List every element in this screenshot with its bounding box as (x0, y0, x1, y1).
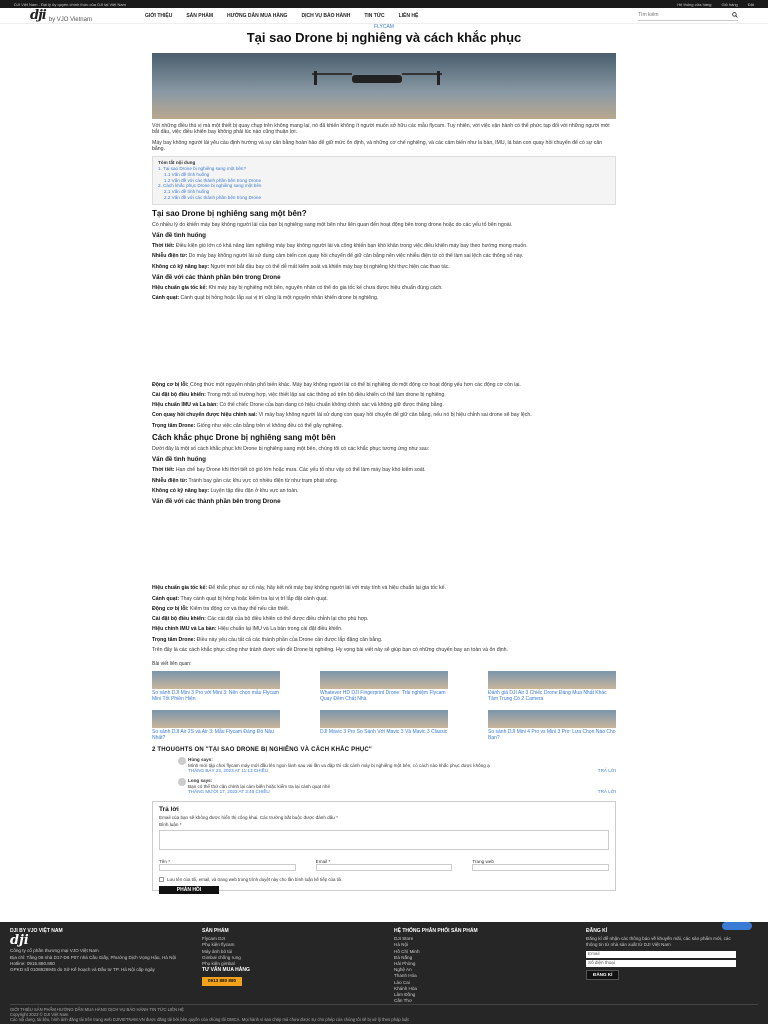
paragraph-text: Có thể chiếc Drone của bạn đang có hiệu chuẩn không chính xác và không giữ được thăng bằng. (218, 402, 444, 409)
footer-link[interactable]: Phụ kiện gimbal (202, 961, 235, 967)
submit-comment-button[interactable]: PHẢN HỒI (159, 886, 219, 894)
paragraph (152, 285, 616, 291)
footer-logo: dji (10, 933, 29, 949)
related-title[interactable]: DJI Mavic 3 Pro So Sánh Với Mavic 3 Và Mavic 3 Classic (320, 729, 448, 736)
paragraph-text: Kiểm tra động cơ và thay thế nếu cần thiết. (188, 605, 290, 612)
paragraph: Có nhiều lý do khiến máy bay không người lái của bạn bị nghiêng sang một bên như liên quan đến hoạt động bên trong drone hoặc do các yếu tố bên ngoài. (152, 221, 513, 228)
drone-image (312, 67, 442, 89)
paragraph (152, 423, 616, 429)
paragraph (152, 616, 616, 622)
paragraph-text: Để khắc phục sự cố này, hãy kết nối máy bay không người lái với máy tính và hiệu chuẩn lại gia tốc kế. (207, 585, 446, 592)
paragraph (152, 402, 616, 408)
paragraph (152, 264, 616, 270)
toc-item[interactable]: 2.2 Vấn đề với các thành phần bên trong Drone (164, 194, 261, 200)
footer-link[interactable]: Lâm Đồng (394, 992, 416, 998)
paragraph (152, 488, 616, 494)
intro-paragraph: Với những điều thú vị mà một thiết bị quay chụp trên không mang lại, nó đã khiến không ít người muốn sở hữu các mẫu flycam. Tuy nhiên, với việc vận hành có thể phức tạp đối với những người mới bắt đầu, việc điều khiển bay không phải lúc nào cũng thuận lợi. (152, 123, 610, 136)
related-title[interactable]: So sánh DJI Mini 4 Pro vs Mini 3 Pro: Lựa Chọn Nào Cho Bạn? (488, 729, 616, 742)
related-grid (152, 671, 616, 741)
footer-heading: SẢN PHẨM (202, 928, 229, 934)
footer-bottom (10, 1004, 758, 1022)
table-of-contents (152, 156, 616, 205)
comment-text: Bạn có thể thử cân chỉnh lại cảm biến hoặc kiểm tra lại cánh quạt nhé (188, 783, 330, 789)
footer-link[interactable]: Hồ Chí Minh (394, 948, 420, 954)
footer-heading: HỆ THỐNG PHÂN PHỐI SẢN PHẨM (394, 928, 478, 934)
paragraph-text: Giống như việc cân bằng trên vì không đều có thể gây nghiêng. (195, 422, 343, 429)
website-field[interactable] (472, 864, 609, 871)
menu-item-buying-guide[interactable]: HƯỚNG DẪN MUA HÀNG (227, 12, 288, 19)
footer-col-company (10, 928, 190, 1004)
hotline-button[interactable]: 0913 880 880 (202, 977, 242, 985)
footer-link[interactable]: Hà Nội (394, 942, 409, 948)
paragraph-text: Người mới bắt đầu bay có thể dễ mất kiểm soát và khiến máy bay bị nghiêng khi thực hiện các thao tác. (209, 263, 450, 270)
outro-paragraph: Trên đây là các cách khắc phục cũng như tránh được vấn đề Drone bị nghiêng. Hy vọng bài viết này sẽ giúp bạn có những chuyến bay an toàn và ổn định. (152, 647, 508, 653)
term: Hiệu chuẩn gia tốc kế: (152, 284, 208, 291)
footer-col-subscribe (586, 928, 736, 1004)
footer-link[interactable]: Gimbal chống rung (202, 954, 241, 960)
top-bar-text: DJI Việt Nam - Đại lý ủy quyền chính thức của DJI tại Việt Nam (14, 1, 126, 7)
toc-item[interactable]: 1.1 Vấn đề tình huống (164, 171, 210, 177)
paragraph (152, 626, 616, 632)
related-thumb[interactable] (152, 671, 280, 689)
term: Trọng tâm Drone: (152, 422, 196, 429)
name-field[interactable] (159, 864, 296, 871)
toc-item[interactable]: 2.1 Vấn đề tình huống (164, 189, 210, 195)
reply-link[interactable]: TRẢ LỜI (597, 768, 616, 774)
comment-text: Mình mới tập chơi flycam máy mới đầu lên ngon lành sau vài lần va đập thì cất cánh máy bị nghiêng một bên, có cách nào khắc phục được không ạ (188, 762, 490, 768)
footer-link[interactable]: Hải Phòng (394, 961, 416, 967)
search-box (638, 11, 738, 21)
article-category[interactable]: FLYCAM (374, 24, 394, 30)
store-link[interactable]: Hệ thống cửa hàng (677, 1, 712, 7)
paragraph: Dưới đây là một số cách khắc phục khi Drone bị nghiêng sang một bên, chúng tôi có các khắc phục tương ứng như sau: (152, 446, 430, 453)
term: Cánh quạt: (152, 295, 180, 302)
main-nav (0, 8, 768, 24)
article (152, 24, 616, 891)
term: Trọng tâm Drone: (152, 636, 196, 643)
related-card[interactable] (488, 671, 616, 702)
footer-link[interactable]: Thanh Hóa (394, 973, 417, 979)
footer-link[interactable]: Khánh Hòa (394, 985, 417, 991)
related-title[interactable]: So sánh DJI Mini 3 Pro với Mini 3: Nên chọn mẫu Flycam Mini Tốt Phiên Hiện (152, 690, 279, 703)
reply-heading: Trả lời (159, 805, 179, 813)
subscribe-note: Đăng kí để nhận các thông báo về khuyến mãi, các sản phẩm mới, các thông tin từ nhà sản xuất từ DJI Việt Nam (586, 936, 731, 948)
toc-item[interactable]: 2. Cách khắc phục Drone bị nghiêng sang một bên (158, 183, 262, 189)
subscribe-phone-field[interactable]: Số điện thoại (586, 960, 736, 967)
footer-link[interactable]: DJI Store (394, 936, 414, 942)
paragraph-text: Thay cánh quạt bị hỏng hoặc kiểm tra lại vị trí lắp đặt cánh quạt. (179, 595, 328, 602)
term: Động cơ bị lỗi: (152, 381, 189, 388)
related-card[interactable] (152, 710, 280, 741)
website-label: Trang web (472, 858, 494, 864)
related-title[interactable]: So sánh DJI Air 2S và Air 3: Mẫu Flycam Đáng Đồ Nâu Nhất? (152, 729, 274, 742)
related-card[interactable] (320, 710, 448, 741)
term: Cài đặt bộ điều khiển: (152, 391, 206, 398)
menu-item-products[interactable]: SẢN PHẨM (186, 12, 213, 19)
paragraph (152, 392, 616, 398)
paragraph-text: Các cài đặt của bộ điều khiển có thể được điều chỉnh lại cho phù hợp. (205, 616, 369, 623)
search-input[interactable] (638, 12, 732, 18)
heading-inner: Vấn đề với các thành phần bên trong Drone (152, 273, 281, 281)
term: Hiệu chỉnh IMU và La bàn: (152, 626, 217, 633)
name-label: Tên * (159, 858, 170, 864)
term: Cài đặt bộ điều khiển: (152, 616, 206, 623)
paragraph-text: Hiệu chuẩn lại IMU và La bàn trong cài đặt điều khiển. (216, 626, 343, 633)
footer-heading: ĐĂNG KÍ (586, 928, 608, 934)
dji-logo-mark: dji (30, 8, 46, 23)
save-info-checkbox[interactable] (159, 877, 164, 882)
menu (145, 13, 418, 19)
related-thumb[interactable] (488, 671, 616, 689)
paragraph (152, 606, 616, 612)
term: Không có kỹ năng bay: (152, 487, 210, 494)
paragraph-text: Tránh bay gần các khu vực có nhiều điện từ như trạm phát sóng. (187, 477, 339, 484)
paragraph (152, 637, 616, 643)
paragraph (152, 467, 616, 473)
footer-line: Hotline: 0915.880.880 (10, 960, 55, 966)
paragraph (152, 243, 616, 249)
email-label: Email * (315, 858, 331, 864)
footer-line: GPKD số 0108826945 do Sở Kế hoạch và Đầu tư TP. Hà Nội cấp ngày (10, 967, 155, 973)
toc-heading[interactable]: Tóm tắt nội dung (158, 160, 196, 166)
term: Nhiễu điện từ: (152, 253, 188, 260)
footer-link[interactable]: Lào Cai (394, 979, 410, 985)
footer-line: Địa chỉ: Tầng 06 nhà D17-D6 P07 nhà Cầu Giấy, Phường Dịch Vọng Hậu, Hà Nội (10, 954, 177, 960)
heading-why: Tại sao Drone bị nghiêng sang một bên? (152, 208, 307, 218)
paragraph (152, 382, 616, 388)
term: Không có kỹ năng bay: (152, 263, 210, 270)
related-thumb[interactable] (152, 710, 280, 728)
comment-date[interactable]: THÁNG BẢY 23, 2023 AT 11:13 CHIỀU (188, 768, 269, 774)
order-link[interactable]: Đặt (747, 1, 754, 7)
footer-col-products (202, 928, 382, 1004)
related-title[interactable]: Whatever HD DJI Fingerprint Drone: Trải nghiệm Flycam Quay Đêm Chất Nhà (320, 690, 446, 703)
intro-paragraph-2: Máy bay không người lái yêu cầu định hướng và sự cân bằng hoàn hảo để giữ mức ổn định, và những cơ chế nghiêng, và các cảm biến như la bàn, IMU, lá bàn con quay hồi chuyển để có sự cân bằng. (152, 139, 603, 152)
reply-form (152, 801, 616, 891)
paragraph-text: Do máy bay không người lái sử dụng cảm biến con quay hồi chuyển để giữ cân bằng nên việc nhiễu điện từ có thể làm sai lệch các thông số này. (187, 253, 524, 260)
subscribe-button[interactable]: ĐĂNG KÍ (586, 970, 619, 980)
paragraph (152, 412, 616, 418)
footer-link[interactable]: Cần Thơ (394, 998, 412, 1004)
term: Cánh quạt: (152, 595, 180, 602)
paragraph (152, 585, 616, 591)
toc-item[interactable]: 1. Tại sao Drone bị nghiêng sang một bên? (158, 165, 247, 171)
footer-link[interactable]: Phụ kiện flycam (202, 942, 235, 948)
term: Nhiễu điện từ: (152, 477, 188, 484)
save-info-label: Lưu tên của tôi, email, và trang web trong trình duyệt này cho lần bình luận kế tiếp của tôi. (167, 876, 343, 882)
comment (152, 778, 616, 795)
related-title[interactable]: Đánh giá DJI Air 3 Chiếc Drone Đáng Mua Nhất Khác Tâm Trung Có 2 Camera (488, 690, 607, 703)
footer-col-stores (394, 928, 574, 1004)
logo[interactable] (30, 8, 145, 23)
paragraph-text: Luyện tập đều đặn ở khu vực an toàn. (209, 487, 299, 494)
toc-item[interactable]: 1.2 Vấn đề với các thành phần bên trong Drone (164, 177, 261, 183)
paragraph-text: Khi máy bay bị nghiêng một bên, nguyên nhân có thể do gia tốc kế chưa được hiệu chuẩn đúng cách. (207, 284, 443, 291)
menu-item-warranty[interactable]: DỊCH VỤ BẢO HÀNH (301, 12, 351, 19)
term: Thời tiết: (152, 243, 175, 250)
search-icon[interactable] (732, 12, 738, 18)
footer-heading: TƯ VẤN MUA HÀNG (202, 967, 250, 974)
paragraph-text: Điều này yêu cầu tất cả các thành phần của Drone cần được lắp đặng cân bằng. (195, 636, 383, 643)
term: Động cơ bị lỗi: (152, 605, 189, 612)
comment-author: Long says: (188, 778, 213, 784)
paragraph-text: Hạn chế bay Drone khi thời tiết có gió lớn hoặc mưa. Các yếu tố như vậy có thể làm máy bay khó kiểm soát. (174, 467, 426, 474)
avatar (178, 757, 186, 765)
paragraph (152, 478, 616, 484)
paragraph-text: Vì máy bay không người lái sử dụng con quay hồi chuyển để giữ cân bằng, nếu nó bị hiệu chỉnh sai drone sẽ bay lệch. (257, 412, 532, 419)
reply-link[interactable]: TRẢ LỜI (597, 789, 616, 795)
paragraph (152, 253, 616, 259)
footer-line: Công ty cổ phần thương mại VJO Việt Nam (10, 948, 99, 954)
term: Hiệu chuẩn IMU và La bàn: (152, 402, 219, 409)
comment-date[interactable]: THÁNG MƯỜI 17, 2023 AT 3:46 CHIỀU (188, 789, 270, 795)
subscribe-email-field[interactable]: Email (586, 951, 736, 958)
paragraph-text: Công thức một nguyên nhân phổ biến khác. Máy bay không người lái có thể bị nghiêng do một động cơ hoạt động yếu hơn các động cơ còn lại. (188, 381, 521, 388)
cart-link[interactable]: Giỏ hàng (721, 1, 738, 7)
comment-label: Bình luận * (159, 822, 182, 828)
term: Thời tiết: (152, 467, 175, 474)
logo-subtitle: by VJO Vietnam (48, 17, 92, 23)
menu-item-contact[interactable]: LIÊN HỆ (398, 12, 419, 19)
comments-heading: 2 THOUGHTS ON "TẠI SAO DRONE BỊ NGHIÊNG VÀ CÁCH KHẮC PHỤC" (152, 747, 372, 754)
paragraph-text: Cánh quạt bị hỏng hoặc lắp sai vị trí cũng là một nguyên nhân khiến drone bị nghiêng. (179, 295, 379, 302)
heading-fix-situation: Vấn đề tình huống (152, 456, 206, 464)
hero-image (152, 53, 616, 119)
related-label: Bài viết liên quan: (152, 661, 192, 668)
footer-link[interactable]: Flycam DJI (202, 936, 225, 942)
related-card[interactable] (488, 710, 616, 741)
comment-textarea[interactable] (159, 830, 609, 850)
reply-note: Email của bạn sẽ không được hiển thị công khai. Các trường bắt buộc được đánh dấu * (159, 814, 338, 820)
top-bar (0, 0, 768, 8)
footer-bottom-links[interactable]: GIỚI THIỆU SẢN PHẨM HƯỚNG DẪN MUA HÀNG DỊCH VỤ BẢO HÀNH TIN TỨC LIÊN HỆ (10, 1007, 184, 1012)
related-thumb[interactable] (320, 710, 448, 728)
menu-item-about[interactable]: GIỚI THIỆU (145, 12, 173, 19)
empty-space (152, 505, 616, 581)
email-field[interactable] (316, 864, 453, 871)
paragraph-text: Trong một số trường hợp, việc thiết lập sai các thông số trên bộ điều khiển có thể làm drone bị nghiêng. (205, 391, 446, 398)
footer-heading: DJI BY VJO VIỆT NAM (10, 928, 63, 934)
comment (152, 757, 616, 774)
comment-author: Hùng says: (188, 757, 213, 763)
heading-situation: Vấn đề tình huống (152, 232, 206, 240)
heading-fix-inner: Vấn đề với các thành phần bên trong Drone (152, 498, 281, 506)
menu-item-news[interactable]: TIN TỨC (364, 12, 385, 19)
chat-button[interactable] (722, 922, 752, 930)
disclaimer: Các nội dung, tài liệu, hình ảnh đăng tải trên trang web DJIVIETNAM.VN được đăng tải bởi bên quyền của chúng tôi DMCA. Mọi hành vi sao chép mà chưa được sự cho phép của chúng tôi sẽ bị xử lý theo pháp luật (10, 1017, 409, 1022)
paragraph-text: Điều kiện gió lớn có khả năng làm nghiêng máy bay không người lái và công khiến bạn khó khăn trong việc điều khiển máy bay theo hướng mong muốn. (174, 243, 528, 250)
paragraph (152, 596, 616, 602)
copyright: Copyright 2023 © DJI Việt Nam (10, 1012, 69, 1017)
related-thumb[interactable] (488, 710, 616, 728)
footer-link[interactable]: Nghệ An (394, 967, 412, 973)
related-card[interactable] (320, 671, 448, 702)
empty-space (152, 302, 616, 378)
term: Hiệu chuẩn gia tốc kế: (152, 585, 208, 592)
avatar (178, 778, 186, 786)
term: Con quay hồi chuyển được hiệu chỉnh sai: (152, 412, 258, 419)
heading-fix: Cách khắc phục Drone bị nghiêng sang một bên (152, 433, 336, 443)
related-thumb[interactable] (320, 671, 448, 689)
article-title: Tại sao Drone bị nghiêng và cách khắc phục (246, 30, 522, 45)
footer-link[interactable]: Đà Nẵng (394, 954, 413, 960)
footer (0, 922, 768, 1024)
related-card[interactable] (152, 671, 280, 702)
footer-link[interactable]: Máy ảnh bỏ túi (202, 948, 233, 954)
